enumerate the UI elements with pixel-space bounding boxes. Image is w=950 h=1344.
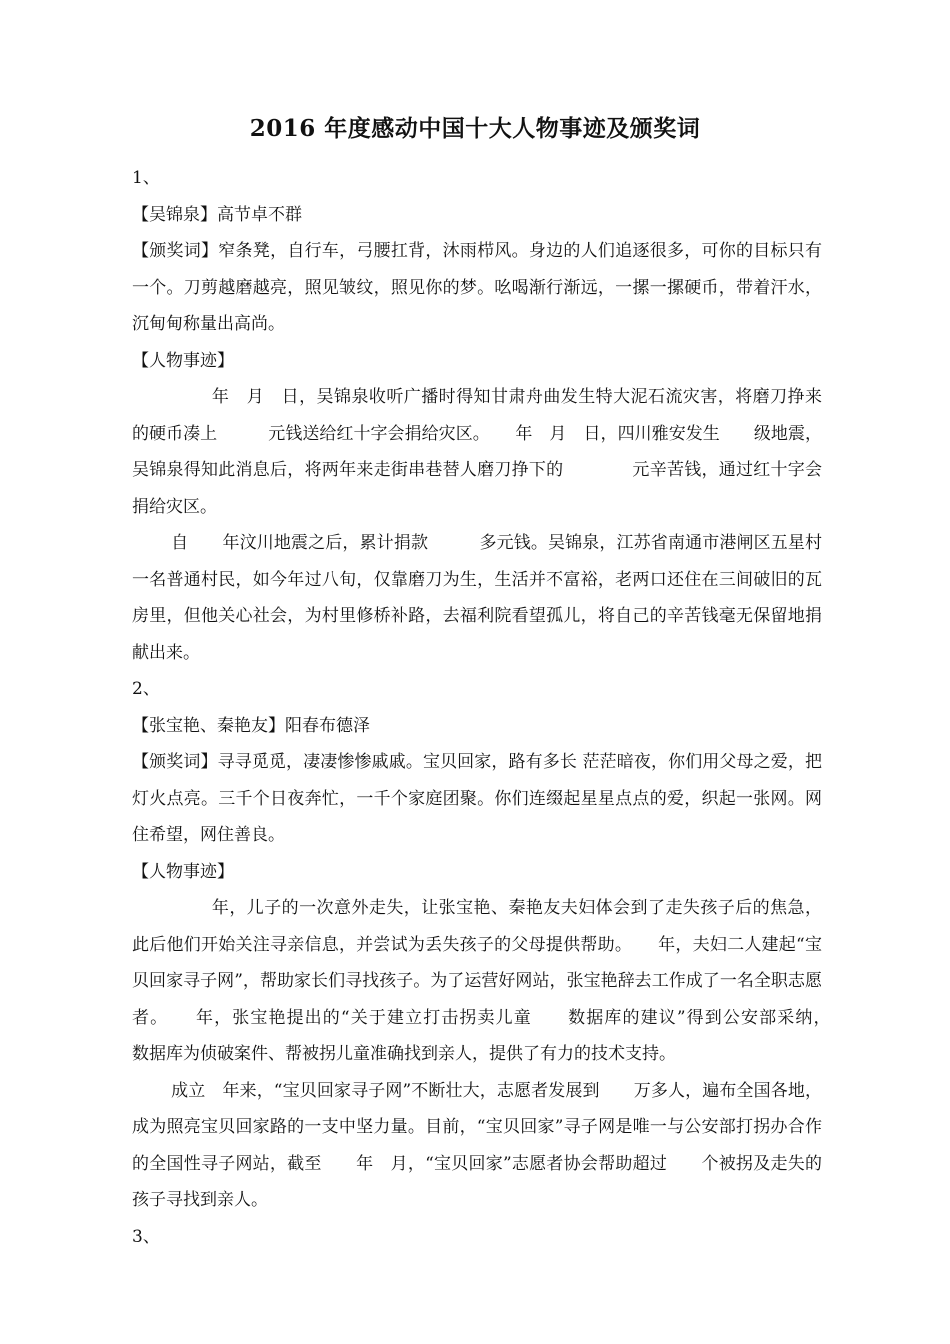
section-number: 2、 xyxy=(132,679,160,699)
story-label: 【人物事迹】 xyxy=(132,350,234,371)
section-heading xyxy=(132,197,822,234)
story-paragraph: 年 月 日，吴锦泉收听广播时得知甘肃舟曲发生特大泥石流灾害，将磨刀挣来的硬币凑上 元钱送给红十字会捐给灾区。 年 月 日，四川雅安发生 级地震，吴锦泉得知此消息后，将两年来走街串巷替人磨刀挣下的 元辛苦钱，通过红十字会捐给灾区。 xyxy=(132,387,822,517)
section-number: 1、 xyxy=(132,168,160,188)
person-tagline: 高节卓不群 xyxy=(217,204,302,225)
award-label: 【颁奖词】 xyxy=(132,241,219,261)
story-paragraph: 自 年汶川地震之后，累计捐款 多元钱。吴锦泉，江苏省南通市港闸区五星村一名普通村民，如今年过八旬，仅靠磨刀为生，生活并不富裕，老两口还住在三间破旧的瓦房里，但他关心社会，为村里修桥补路，去福利院看望孤儿，将自己的辛苦钱毫无保留地捐献出来。 xyxy=(132,533,822,663)
award-text: 窄条凳，自行车，弓腰扛背，沐雨栉风。身边的人们追逐很多，可你的目标只有一个。刀剪越磨越亮，照见皱纹，照见你的梦。吆喝渐行渐远，一摞一摞硬币，带着汗水，沉甸甸称量出高尚。 xyxy=(132,241,823,334)
award-label: 【颁奖词】 xyxy=(132,752,218,772)
story-label: 【人物事迹】 xyxy=(132,861,234,882)
award-text: 寻寻觅觅，凄凄惨惨戚戚。宝贝回家，路有多长 茫茫暗夜，你们用父母之爱，把灯火点亮。三千个日夜奔忙，一千个家庭团聚。你们连缀起星星点点的爱，织起一张网。网住希望，网住善良。 xyxy=(132,752,822,845)
document-title: 2016 年度感动中国十大人物事迹及颁奖词 xyxy=(249,115,701,142)
person-name: 【张宝艳、秦艳友】 xyxy=(132,715,285,736)
award-paragraph xyxy=(132,233,822,343)
document-body xyxy=(132,160,856,1255)
section-heading xyxy=(132,708,822,745)
story-paragraph: 年，儿子的一次意外走失，让张宝艳、秦艳友夫妇体会到了走失孩子后的焦急，此后他们开始关注寻亲信息，并尝试为丢失孩子的父母提供帮助。 年，夫妇二人建起“宝贝回家寻子网”，帮助家长们寻找孩子。为了运营好网站，张宝艳辞去工作成了一名全职志愿者。 年，张宝艳提出的“关于建立打击拐卖儿童 数据库的建议”得到公安部采纳， 数据库为侦破案件、帮被拐儿童准确找到亲人，提供了有力的技术支持。 xyxy=(132,898,856,1064)
section-number: 3、 xyxy=(132,1226,160,1247)
story-paragraph: 成立 年来，“宝贝回家寻子网”不断壮大，志愿者发展到 万多人，遍布全国各地，成为照亮宝贝回家路的一支中坚力量。目前，“宝贝回家”寻子网是唯一与公安部打拐办合作的全国性寻子网站，截至 年 月，“宝贝回家”志愿者协会帮助超过 个被拐及走失的孩子寻找到亲人。 xyxy=(132,1080,822,1210)
award-paragraph xyxy=(132,744,822,854)
person-name: 【吴锦泉】 xyxy=(132,204,217,225)
person-tagline: 阳春布德泽 xyxy=(285,715,370,736)
